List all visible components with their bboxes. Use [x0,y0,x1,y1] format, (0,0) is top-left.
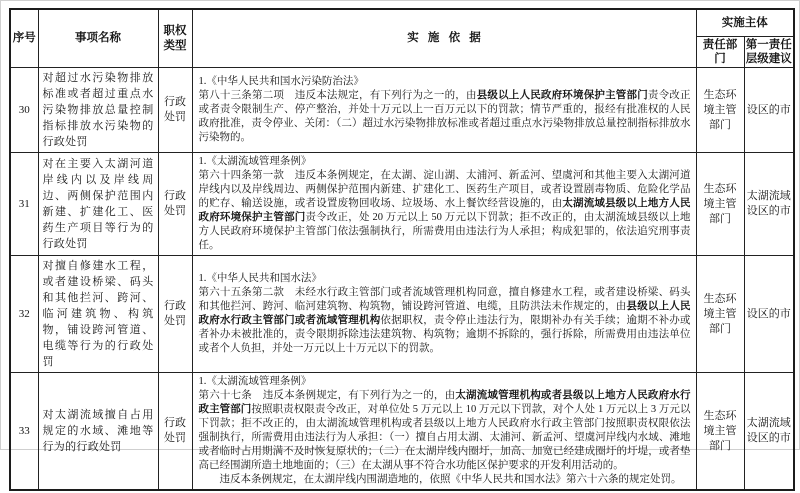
responsible-department: 生态环境主管部门 [696,68,744,153]
law-paragraph: 第六十七条 违反本条例规定，有下列行为之一的，由太湖流域管理机构或者县级以上地方人民政府水行政主管部门按照职责权限责令改正，对单位处 5 万元以上 10 万元以下罚款，对个人处 1 万元以上 3 万元以下罚款；拒不改正的，由太湖流域管理机构或者县级以上地方人民政府水行政主管部门按照职责权限依法强制执行，所需费用由违法行为人承担：（一）擅自占用太湖、太浦河、新孟河、望虞河岸线内水域、滩地或者临时占用期满不及时恢复原状的；（二）在太湖岸线内圈圩，加高、加宽已经建成圈圩的圩堤，或者垫高已经围湖所造土地地面的；（三）在太湖从事不符合水功能区保护要求的开发利用活动的。 [198,390,691,472]
responsibility-level: 设区的市 [744,68,794,153]
item-name: 对太湖流域擅自占用规定的水域、滩地等行为的行政处罚 [38,373,158,491]
table-row [10,373,794,491]
responsibility-level: 太湖流域设区的市 [744,373,794,491]
row-number: 32 [10,256,38,373]
item-name: 对在主要入太湖河道岸线内以及岸线周边、两侧保护范围内新建、扩建化工、医药生产项目等行为的行政处罚 [38,153,158,256]
col-header-name: 事项名称 [38,9,158,68]
authority-type: 行政处罚 [158,153,192,256]
implementation-basis [192,68,696,153]
item-name: 对超过水污染物排放标准或者超过重点水污染物排放总量控制指标排放水污染物的行政处罚 [38,68,158,153]
law-paragraph: 违反本条例规定，在太湖岸线内围湖造地的，依照《中华人民共和国水法》第六十六条的规定处罚。 [219,474,682,486]
law-paragraph: 1.《太湖流域管理条例》 [198,156,312,168]
law-paragraph: 第八十三条第二项 违反本法规定，有下列行为之一的，由县级以上人民政府环境保护主管部门责令改正或者责令限制生产、停产整治，并处十万元以上一百万元以下的罚款；情节严重的，报经有批准权的人民政府批准，责令停业、关闭：（二）超过水污染物排放标准或者超过重点水污染物排放总量控制指标排放水污染物的。 [198,90,691,144]
law-paragraph: 第六十四条第一款 违反本条例规定，在太湖、淀山湖、太浦河、新孟河、望虞河和其他主要入太湖河道岸线内以及岸线周边、两侧保护范围内新建、扩建化工、医药生产项目，或者设置剧毒物质、危险化学品的贮存、输送设施，或者设置废物回收场、垃圾场、水上餐饮经营设施的，由太湖流域县级以上地方人民政府环境保护主管部门责令改正，处 20 万元以上 50 万元以下罚款；拒不改正的，由太湖流域县级以上地方人民政府环境保护主管部门依法强制执行，所需费用由违法行为人承担；构成犯罪的，依法追究刑事责任。 [198,170,691,252]
row-number: 33 [10,373,38,491]
document-page [1,1,799,493]
law-paragraph: 1.《中华人民共和国水法》 [198,273,322,285]
responsibility-level: 设区的市 [744,256,794,373]
law-paragraph: 1.《中华人民共和国水污染防治法》 [198,76,364,88]
responsible-department: 生态环境主管部门 [696,153,744,256]
col-header-dept: 责任部门 [696,36,744,68]
table-body [10,68,794,491]
authority-type: 行政处罚 [158,373,192,491]
implementation-basis [192,373,696,491]
item-name: 对擅自修建水工程，或者建设桥梁、码头和其他拦河、跨河、临河建筑物、构筑物，铺设跨河管道、电缆等行为的行政处罚 [38,256,158,373]
authority-type: 行政处罚 [158,68,192,153]
implementation-basis [192,256,696,373]
authority-list-table [9,8,795,491]
table-row [10,153,794,256]
col-header-basis: 实施依据 [192,9,696,68]
authority-type: 行政处罚 [158,256,192,373]
col-header-no: 序号 [10,9,38,68]
table-row [10,256,794,373]
col-header-level: 第一责任层级建议 [744,36,794,68]
law-paragraph: 第六十五条第二款 未经水行政主管部门或者流域管理机构同意，擅自修建水工程，或者建设桥梁、码头和其他拦河、跨河、临河建筑物、构筑物，铺设跨河管道、电缆，且防洪法未作规定的，由县级以上人民政府水行政主管部门或者流域管理机构依据职权，责令停止违法行为，限期补办有关手续；逾期不补办或者补办未被批准的，责令限期拆除违法建筑物、构筑物；逾期不拆除的，强行拆除，所需费用由违法单位或者个人负担，并处一万元以上十万元以下的罚款。 [198,287,691,355]
row-number: 31 [10,153,38,256]
col-header-subject-group: 实施主体 [696,9,794,36]
implementation-basis [192,153,696,256]
responsible-department: 生态环境主管部门 [696,373,744,491]
responsibility-level: 太湖流域设区的市 [744,153,794,256]
table-row [10,68,794,153]
row-number: 30 [10,68,38,153]
table-header [10,9,794,68]
responsible-department: 生态环境主管部门 [696,256,744,373]
col-header-type: 职权类型 [158,9,192,68]
law-paragraph: 1.《太湖流域管理条例》 [198,376,312,388]
